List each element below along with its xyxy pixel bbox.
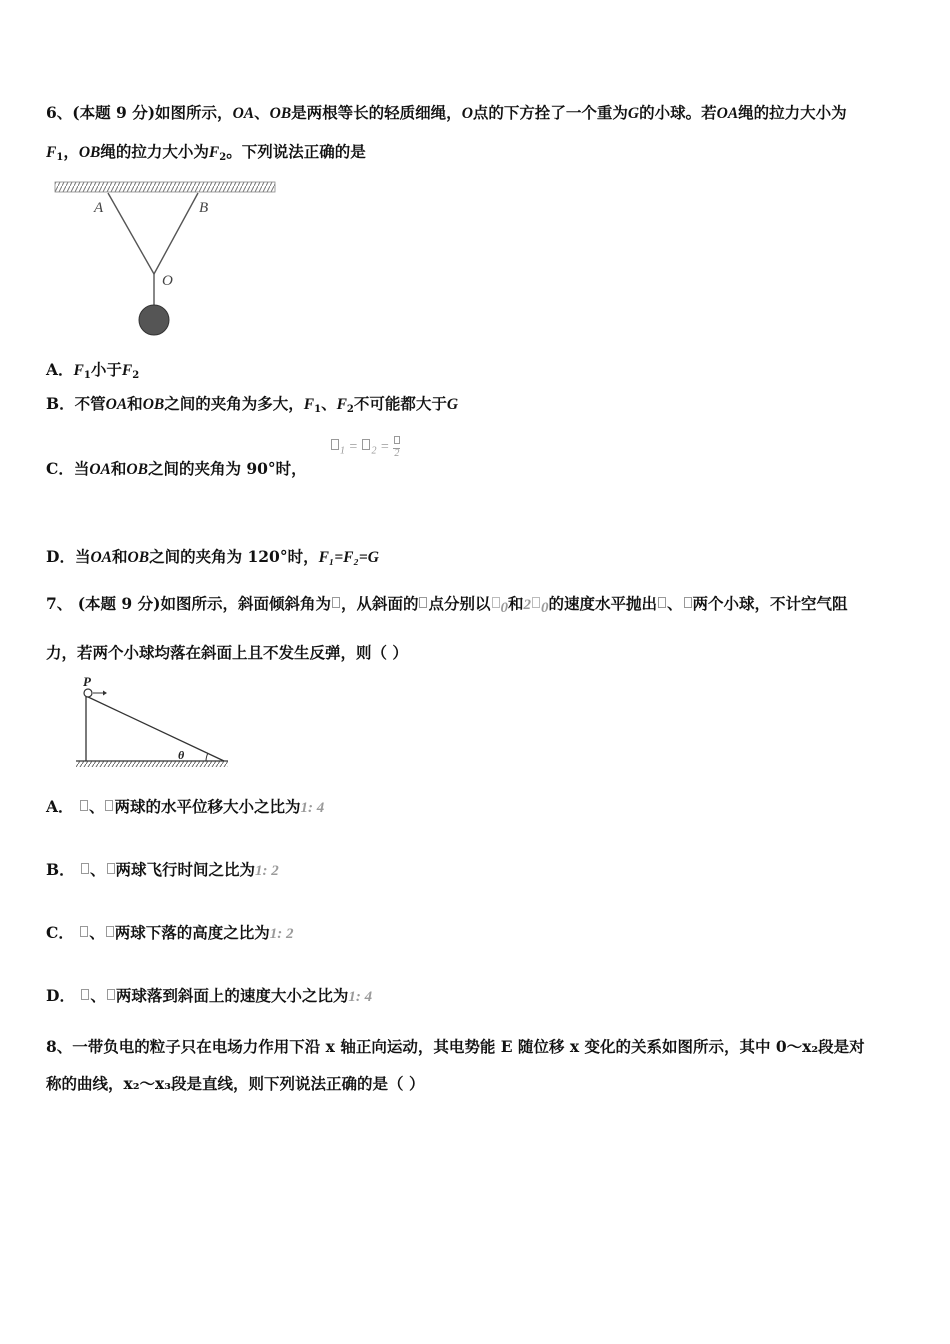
ground-hatch [76,761,228,767]
q7-option-b[interactable]: B． 、 两球飞行时间之比为1: 2 [46,860,279,879]
q8-stem-line2: 称的曲线，x₂～x₃段是直线，则下列说法正确的是（ ） [46,1074,425,1093]
ball [139,305,169,335]
label-o: O [162,273,173,289]
q6-option-c-formula: $_1$ = $_2$ = 2 [330,436,401,459]
q8-stem-line1: 8、一带负电的粒子只在电场力作用下沿 x 轴正向运动，其电势能 E 随位移 x 变化的关系如图所示，其中 0～x₂段是对 [46,1037,865,1056]
label-theta: θ [178,748,185,762]
q7-option-d[interactable]: D． 、 两球落到斜面上的速度大小之比为1: 4 [46,986,373,1005]
angle-arc [206,753,208,761]
q6-stem-line1: 6、(本题 9 分)如图所示，OA、OB是两根等长的轻质细绳，O点的下方拴了一个重为G的小球。若OA绳的拉力大小为 [46,103,847,122]
label-b: B [199,200,209,216]
q6-stem-line2: $F_1$，OB绳的拉力大小为$F_2$。下列说法正确的是 [46,142,366,163]
rope-ob [154,193,198,274]
q6-figure [50,178,280,340]
q7-stem-line2: 力，若两个小球均落在斜面上且不发生反弹，则（ ） [46,643,408,662]
q6-option-c[interactable]: C．当OA和OB之间的夹角为 90°时， [46,459,307,478]
ceiling [55,182,275,192]
q7-figure [74,674,234,772]
rope-oa [108,193,154,274]
q6-option-a[interactable]: A．$F_1$小于$F_2$ [46,360,140,381]
q7-stem-line1: 7、 (本题 9 分)如图所示，斜面倾斜角为 ，从斜面的 点分别以 0和2 0的速度水平抛出 、 两个小球，不计空气阻 [46,594,848,616]
incline [86,696,224,761]
q6-option-d[interactable]: D．当OA和OB之间的夹角为 120°时，F₁=F₂=G [46,547,379,566]
launch-ball [84,689,92,697]
label-a: A [94,200,104,216]
velocity-arrowhead [103,691,107,696]
q7-option-a[interactable]: A． 、 两球的水平位移大小之比为1: 4 [46,797,325,816]
label-p: P [83,674,91,689]
q7-option-c[interactable]: C． 、 两球下落的高度之比为1: 2 [46,923,294,942]
q6-option-b[interactable]: B．不管OA和OB之间的夹角为多大，$F_1$、$F_2$不可能都大于G [46,394,459,415]
